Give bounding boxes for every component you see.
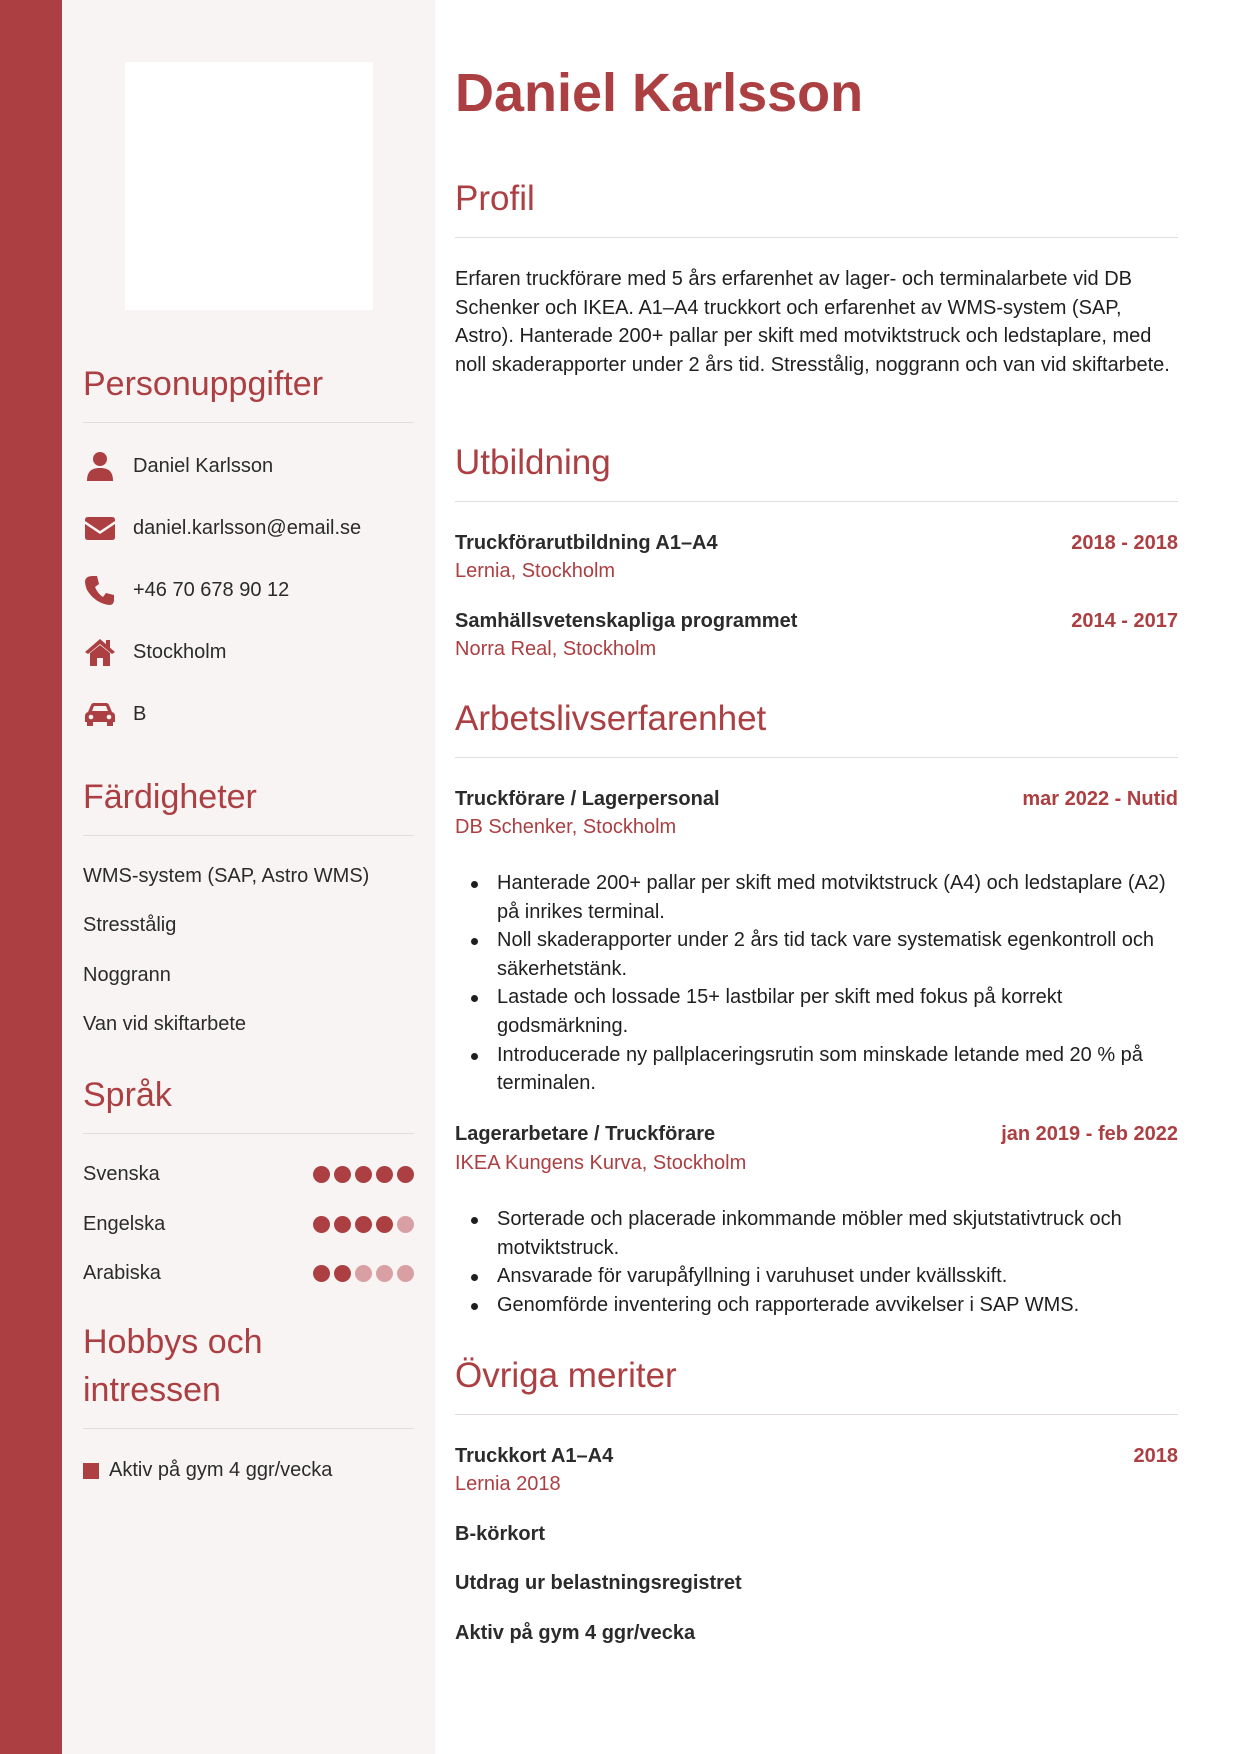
- level-dot-filled: [334, 1216, 351, 1233]
- bullet-item: Noll skaderapporter under 2 års tid tack vare systematisk egenkontroll och säkerhetstänk.: [455, 926, 1178, 983]
- level-dot-empty: [355, 1265, 372, 1282]
- level-dot-filled: [376, 1166, 393, 1183]
- work-entry-header: [455, 788, 1178, 811]
- work-entry-title: Lagerarbetare / Truckförare: [455, 1123, 716, 1145]
- divider: [83, 835, 414, 836]
- other-merit: Utdrag ur belastningsregistret: [455, 1572, 742, 1594]
- envelope-icon: [83, 511, 117, 545]
- personal-section-header: [83, 360, 414, 423]
- contact-name-text: Daniel Karlsson: [133, 454, 274, 477]
- hobbies-title-line1: Hobbys och: [83, 1323, 263, 1361]
- divider: [83, 1133, 414, 1134]
- education-entry-place: Norra Real, Stockholm: [455, 638, 657, 660]
- language-name: Svenska: [83, 1162, 160, 1185]
- profile-section-header: [455, 175, 1178, 238]
- personal-title: Personuppgifter: [83, 365, 324, 403]
- language-name: Engelska: [83, 1212, 166, 1235]
- level-dot-filled: [313, 1216, 330, 1233]
- divider: [83, 422, 414, 423]
- hobbies-title-line2: intressen: [83, 1371, 221, 1409]
- bullet-item: Genomförde inventering och rapporterade avvikelser i SAP WMS.: [455, 1291, 1178, 1320]
- other-merit: Aktiv på gym 4 ggr/vecka: [455, 1622, 696, 1644]
- divider: [455, 1414, 1178, 1415]
- contact-name: [83, 448, 273, 484]
- bullet-item: Introducerade ny pallplaceringsrutin som minskade letande med 20 % på terminalen.: [455, 1041, 1178, 1098]
- other-entry-header: [455, 1445, 1178, 1468]
- level-dot-filled: [376, 1216, 393, 1233]
- skills-title: Färdigheter: [83, 778, 257, 816]
- work-section-header: [455, 695, 1178, 758]
- language-level: [313, 1216, 414, 1233]
- education-entry-title: Truckförarutbildning A1–A4: [455, 532, 718, 554]
- bullet-item: Lastade och lossade 15+ lastbilar per skift med fokus på korrekt godsmärkning.: [455, 983, 1178, 1040]
- education-entry-date: 2014 - 2017: [1071, 610, 1178, 632]
- work-entry-header: [455, 1123, 1178, 1146]
- person-icon: [83, 449, 117, 483]
- language-row: [83, 1259, 414, 1287]
- skills-section-header: [83, 773, 414, 836]
- level-dot-filled: [355, 1166, 372, 1183]
- skill-item: Van vid skiftarbete: [83, 1013, 247, 1035]
- skill-item: WMS-system (SAP, Astro WMS): [83, 865, 370, 887]
- candidate-name: Daniel Karlsson: [455, 63, 864, 123]
- contact-email: [83, 510, 361, 546]
- contact-license-text: B: [133, 702, 147, 725]
- work-entry-date: jan 2019 - feb 2022: [1001, 1123, 1178, 1145]
- other-title: Övriga meriter: [455, 1356, 677, 1395]
- level-dot-filled: [355, 1216, 372, 1233]
- work-entry-place: DB Schenker, Stockholm: [455, 816, 677, 838]
- other-entry-title: Truckkort A1–A4: [455, 1445, 614, 1467]
- accent-stripe: [0, 0, 62, 1754]
- education-entry-header: [455, 532, 1178, 555]
- skill-item: Stresstålig: [83, 914, 177, 936]
- divider: [455, 237, 1178, 238]
- other-merit: B-körkort: [455, 1523, 546, 1545]
- work-entry-bullets: [455, 1205, 1178, 1319]
- language-level: [313, 1265, 414, 1282]
- language-name: Arabiska: [83, 1261, 161, 1284]
- languages-title: Språk: [83, 1076, 172, 1114]
- bullet-item: Hanterade 200+ pallar per skift med motviktstruck (A4) och ledstaplare (A2) på inrikes terminal.: [455, 869, 1178, 926]
- other-section-header: [455, 1352, 1178, 1415]
- level-dot-empty: [376, 1265, 393, 1282]
- level-dot-filled: [334, 1265, 351, 1282]
- contact-phone-text[interactable]: +46 70 678 90 12: [133, 578, 290, 601]
- contact-license: [83, 696, 146, 732]
- hobby-text: Aktiv på gym 4 ggr/vecka: [109, 1459, 333, 1481]
- level-dot-empty: [397, 1216, 414, 1233]
- level-dot-filled: [334, 1166, 351, 1183]
- work-entry-bullets: [455, 869, 1178, 1098]
- contact-phone: [83, 572, 289, 608]
- skill-item: Noggrann: [83, 964, 171, 986]
- education-title: Utbildning: [455, 443, 611, 482]
- level-dot-empty: [397, 1265, 414, 1282]
- contact-city: [83, 634, 226, 670]
- education-entry-place: Lernia, Stockholm: [455, 560, 616, 582]
- contact-email-text[interactable]: daniel.karlsson@email.se: [133, 516, 362, 539]
- home-icon: [83, 635, 117, 669]
- divider: [455, 757, 1178, 758]
- profile-title: Profil: [455, 179, 535, 218]
- languages-section-header: [83, 1071, 414, 1134]
- hobbies-section-header: [83, 1318, 414, 1429]
- language-level: [313, 1166, 414, 1183]
- other-entry-date: 2018: [1133, 1445, 1178, 1467]
- language-row: [83, 1160, 414, 1188]
- level-dot-filled: [313, 1265, 330, 1282]
- bullet-item: Ansvarade för varupåfyllning i varuhuset under kvällsskift.: [455, 1262, 1178, 1291]
- bullet-item: Sorterade och placerade inkommande möbler med skjutstativtruck och motviktstruck.: [455, 1205, 1178, 1262]
- profile-photo: [125, 62, 373, 310]
- language-row: [83, 1210, 414, 1238]
- work-title: Arbetslivserfarenhet: [455, 699, 767, 738]
- level-dot-filled: [397, 1166, 414, 1183]
- work-entry-title: Truckförare / Lagerpersonal: [455, 788, 720, 810]
- square-bullet-icon: [83, 1463, 99, 1479]
- phone-icon: [83, 573, 117, 607]
- profile-text: Erfaren truckförare med 5 års erfarenhet av lager- och terminalarbete vid DB Schenker och IKEA. A1–A4 truckkort och erfarenhet av WMS-system (SAP, Astro). Hanterade 200+ pallar per skift med motviktstruck och ledstaplare, med noll skaderapporter under 2 års tid. Stresstålig, noggrann och van vid skiftarbete.: [455, 268, 1170, 376]
- education-entry-date: 2018 - 2018: [1071, 532, 1178, 554]
- education-entry-header: [455, 610, 1178, 633]
- education-section-header: [455, 439, 1178, 502]
- work-entry-date: mar 2022 - Nutid: [1022, 788, 1178, 810]
- education-entry-title: Samhällsvetenskapliga programmet: [455, 610, 798, 632]
- work-entry-place: IKEA Kungens Kurva, Stockholm: [455, 1152, 747, 1174]
- hobby-item: [83, 1459, 332, 1482]
- other-entry-place: Lernia 2018: [455, 1473, 561, 1495]
- divider: [455, 501, 1178, 502]
- contact-city-text: Stockholm: [133, 640, 227, 663]
- car-icon: [83, 697, 117, 731]
- divider: [83, 1428, 414, 1429]
- level-dot-filled: [313, 1166, 330, 1183]
